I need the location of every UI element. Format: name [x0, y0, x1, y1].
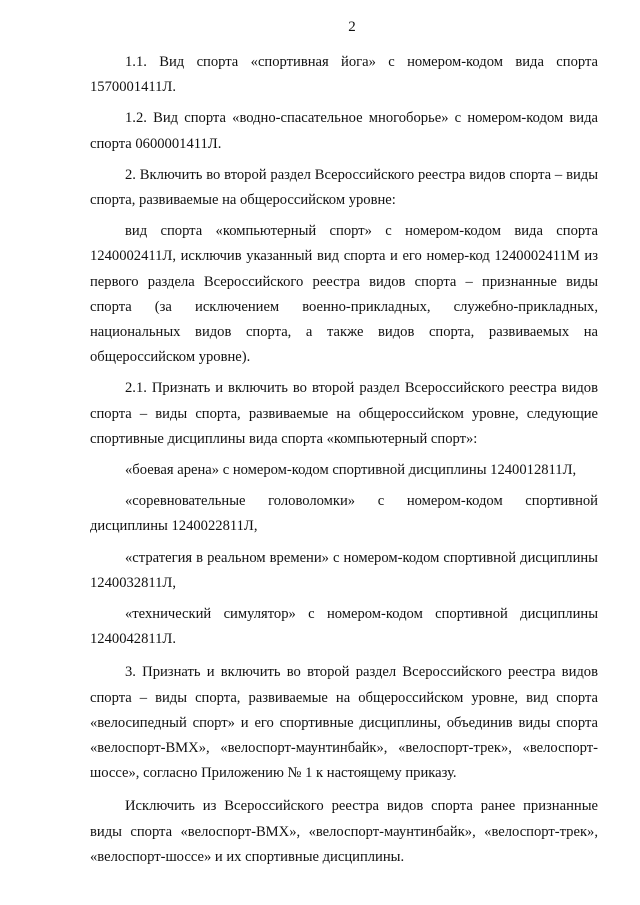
paragraph-2-1: 2.1. Признать и включить во второй раздел Всероссийского реестра видов спорта – виды спорта, развиваемые на общероссийском уровне, следующие спортивные дисциплины вида спорта «компьютерный спорт»: [90, 380, 598, 447]
page-number: 2 [348, 19, 356, 35]
paragraph-2-computer-sport: вид спорта «компьютерный спорт» с номером-кодом вида спорта 1240002411Л, исключив указанный вид спорта и его номер-код 1240002411М из первого раздела Всероссийского реестра видов спорта – признанные виды спорта (за исключением военно-прикладных, служебно-прикладных, национальных видов спорта, а также видов спорта, развиваемых на общероссийском уровне). [90, 223, 598, 366]
discipline-rts: «стратегия в реальном времени» с номером-кодом спортивной дисциплины 1240032811Л, [90, 549, 598, 591]
discipline-battle-arena: «боевая арена» с номером-кодом спортивной дисциплины 1240012811Л, [125, 462, 577, 479]
paragraph-1-1: 1.1. Вид спорта «спортивная йога» с номером-кодом вида спорта 1570001411Л. [90, 54, 598, 96]
paragraph-2: 2. Включить во второй раздел Всероссийского реестра видов спорта – виды спорта, развиваемые на общероссийском уровне: [90, 166, 598, 209]
paragraph-1-2: 1.2. Вид спорта «водно-спасательное многоборье» с номером-кодом вида спорта 0600001411Л. [90, 110, 598, 152]
paragraph-exclude: Исключить из Всероссийского реестра видов спорта ранее признанные виды спорта «велоспорт-ВМХ», «велоспорт-маунтинбайк», «велоспорт-трек», «велоспорт-шоссе» и их спортивные дисциплины. [90, 798, 598, 865]
paragraph-3: 3. Признать и включить во второй раздел Всероссийского реестра видов спорта – виды спорта, развиваемые на общероссийском уровне, вид спорта «велосипедный спорт» и его спортивные дисциплины, объединив виды спорта «велоспорт-ВМХ», «велоспорт-маунтинбайк», «велоспорт-трек», «велоспорт-шоссе», согласно Приложению № 1 к настоящему приказу. [90, 664, 598, 782]
discipline-tech-simulator: «технический симулятор» с номером-кодом спортивной дисциплины 1240042811Л. [90, 606, 598, 648]
discipline-puzzles: «соревновательные головоломки» с номером-кодом спортивной дисциплины 1240022811Л, [90, 493, 598, 535]
